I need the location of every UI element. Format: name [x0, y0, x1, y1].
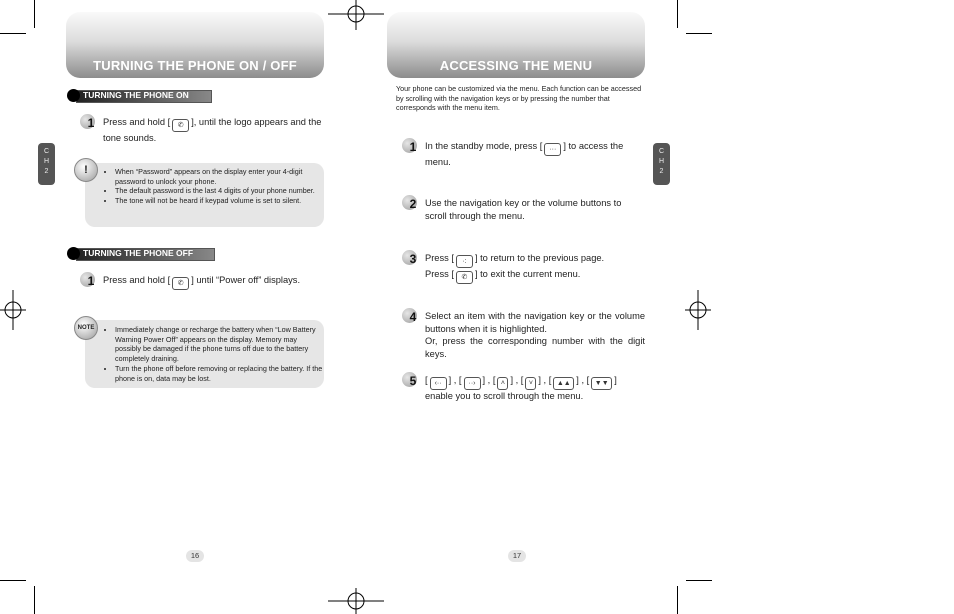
note-item: • The default password is the last 4 digits of your phone number.: [115, 186, 324, 196]
section-heading-turning-on: [67, 89, 212, 102]
nav-left-key-icon: ‹··: [430, 377, 447, 390]
step-text-part: [: [425, 375, 428, 385]
note-item: • The tone will not be heard if keypad volume is set to silent.: [115, 196, 324, 206]
step-number-text: 1: [87, 116, 95, 130]
note-item: • When “Password” appears on the display enter your 4-digit password to unlock your phone.: [115, 167, 324, 186]
step-instruction: [425, 374, 647, 403]
registration-mark-icon: [0, 290, 26, 330]
note-icon: NOTE: [74, 316, 98, 340]
crop-mark: [34, 0, 35, 28]
step-text-part: Press and hold [: [103, 117, 171, 127]
step-text-part: Select an item with the navigation key or the volume buttons when it is highlighted.: [425, 311, 645, 334]
step-number-text: 4: [409, 310, 417, 324]
note-box-battery: [85, 320, 324, 388]
step-instruction: [103, 274, 328, 290]
chapter-tab-letter: C: [43, 148, 50, 155]
step-number: [406, 310, 420, 324]
note-item: • Turn the phone off before removing or replacing the battery. If the phone is on, data may be lost.: [115, 364, 324, 383]
step-text-part: ] to exit the current menu.: [474, 269, 581, 279]
step-number: [84, 274, 98, 288]
registration-mark-icon: [328, 0, 384, 30]
step-text-part: ] until “Power off” displays.: [191, 275, 301, 285]
registration-mark-icon: [328, 588, 384, 614]
step-number-text: 5: [409, 374, 417, 388]
step-number: [406, 252, 420, 266]
note-item: • Immediately change or recharge the battery when “Low Battery Warning Power Off” appears on the display. Memory may possibly be damaged if the phone turns off due to the battery completely draining.: [115, 325, 324, 364]
left-page-banner: [66, 12, 324, 78]
menu-key-icon: ···: [544, 143, 561, 156]
left-page-title: TURNING THE PHONE ON / OFF: [93, 58, 297, 73]
power-end-key-icon: ✆: [172, 119, 189, 132]
nav-down-key-icon: ˅: [525, 377, 536, 390]
step-text-part: In the standby mode, press [: [425, 141, 543, 151]
step-text-part: ] , [: [510, 375, 524, 385]
step-text-part: ] to return to the previous page.: [474, 253, 605, 263]
nav-up-key-icon: ˄: [497, 377, 508, 390]
section-heading-dot: [67, 247, 80, 260]
power-end-key-icon: ✆: [172, 277, 189, 290]
chapter-tab-letter: C: [658, 148, 665, 155]
crop-mark: [0, 580, 26, 581]
step-number: [84, 116, 98, 130]
nav-right-key-icon: ··›: [464, 377, 481, 390]
crop-mark: [677, 0, 678, 28]
power-end-key-icon: ✆: [456, 271, 473, 284]
chapter-tab-letter: H: [658, 158, 665, 165]
section-heading-dot: [67, 89, 80, 102]
step-number-text: 3: [409, 252, 417, 266]
crop-mark: [0, 33, 26, 34]
intro-paragraph: Your phone can be customized via the menu. Each function can be accessed by scrolling with the navigation keys or by pressing the number that corresponds with the menu item.: [396, 84, 642, 113]
step-instruction: Use the navigation key or the volume buttons to scroll through the menu.: [425, 198, 622, 221]
section-heading-text: TURNING THE PHONE OFF: [83, 248, 194, 258]
step-text-part: ] , [: [482, 375, 496, 385]
chapter-tab-left: [38, 143, 55, 185]
crop-mark: [686, 33, 712, 34]
step-number-text: 2: [409, 197, 417, 211]
step-instruction: [103, 116, 325, 145]
step-text-part: ] , [: [538, 375, 552, 385]
page-number-right: 17: [508, 550, 526, 562]
step-text-part: Or, press the corresponding number with the digit keys.: [425, 336, 645, 359]
step-number: [406, 140, 420, 154]
right-page-banner: [387, 12, 645, 78]
step-instruction: [425, 310, 645, 360]
step-text-part: ] to access the menu.: [425, 141, 624, 167]
step-instruction: [425, 252, 645, 284]
right-page-title: ACCESSING THE MENU: [439, 58, 593, 73]
volume-down-key-icon: ▼▼: [591, 377, 612, 390]
chapter-tab-number: 2: [659, 168, 664, 175]
step-text-part: ] , [: [576, 375, 590, 385]
registration-mark-icon: [685, 290, 711, 330]
warning-icon: !: [74, 158, 98, 182]
step-number-text: 1: [409, 140, 417, 154]
section-heading-text: TURNING THE PHONE ON: [83, 90, 189, 100]
clear-key-icon: ·:: [456, 255, 473, 268]
step-text-part: Press [: [425, 269, 454, 279]
chapter-tab-letter: H: [43, 158, 50, 165]
step-text-part: ] enable you to scroll through the menu.: [425, 375, 617, 401]
step-text-part: ] , [: [448, 375, 462, 385]
step-text-part: Press and hold [: [103, 275, 171, 285]
crop-mark: [677, 586, 678, 614]
page-number-left: 16: [186, 550, 204, 562]
chapter-tab-right: [653, 143, 670, 185]
step-text-part: Press [: [425, 253, 454, 263]
step-number: [406, 374, 420, 388]
crop-mark: [34, 586, 35, 614]
chapter-tab-number: 2: [44, 168, 49, 175]
step-text-part: ], until the logo appears and the tone sounds.: [103, 117, 322, 143]
step-number-text: 1: [87, 274, 95, 288]
note-box-password: [85, 163, 324, 227]
volume-up-key-icon: ▲▲: [553, 377, 574, 390]
section-heading-turning-off: [67, 247, 217, 260]
crop-mark: [686, 580, 712, 581]
step-instruction: [425, 140, 645, 169]
step-number: [406, 197, 420, 211]
